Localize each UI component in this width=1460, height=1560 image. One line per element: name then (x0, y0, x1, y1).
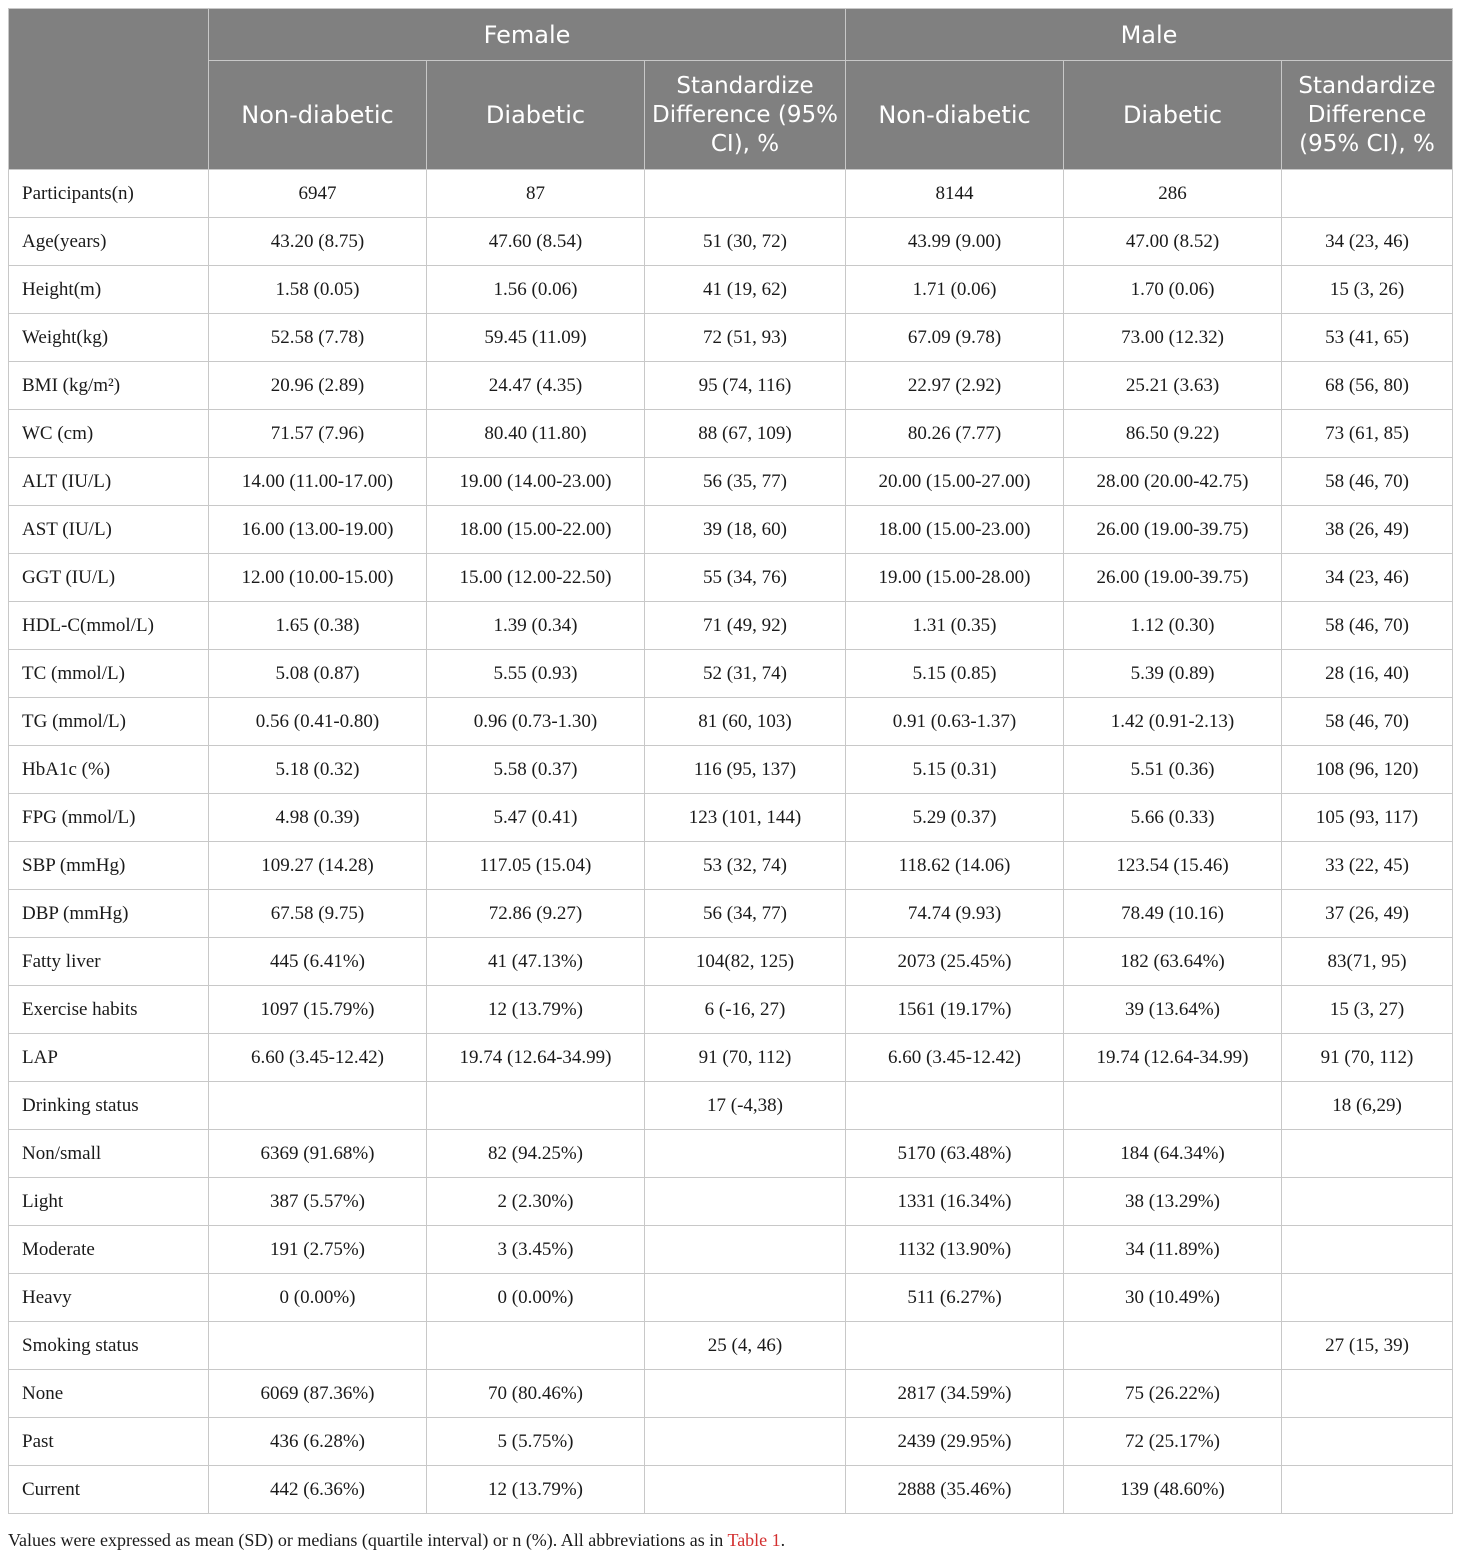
table-cell: 55 (34, 76) (645, 554, 846, 602)
table-cell: 72 (25.17%) (1064, 1418, 1282, 1466)
footnote-text: Values were expressed as mean (SD) or medians (quartile interval) or n (%). All abbreviations as in (8, 1530, 728, 1550)
table-cell: 88 (67, 109) (645, 410, 846, 458)
table-row (9, 1034, 1453, 1082)
table-cell: 19.74 (12.64-34.99) (1064, 1034, 1282, 1082)
row-label: FPG (mmol/L) (9, 794, 209, 842)
table-cell: 5 (5.75%) (427, 1418, 645, 1466)
table-row (9, 698, 1453, 746)
table-cell: 34 (23, 46) (1282, 218, 1453, 266)
table-cell: 52.58 (7.78) (209, 314, 427, 362)
table-cell (209, 1322, 427, 1370)
table-cell: 6.60 (3.45-12.42) (209, 1034, 427, 1082)
table-row (9, 746, 1453, 794)
table-cell: 12.00 (10.00-15.00) (209, 554, 427, 602)
table-cell: 1.71 (0.06) (846, 266, 1064, 314)
table-cell: 33 (22, 45) (1282, 842, 1453, 890)
table-cell: 1.56 (0.06) (427, 266, 645, 314)
table-cell: 28 (16, 40) (1282, 650, 1453, 698)
table-cell: 39 (13.64%) (1064, 986, 1282, 1034)
col-header-female-diabetic: Diabetic (427, 61, 645, 170)
table-cell: 17 (-4,38) (645, 1082, 846, 1130)
table-cell: 105 (93, 117) (1282, 794, 1453, 842)
table-cell: 43.99 (9.00) (846, 218, 1064, 266)
group-header-female: Female (209, 9, 846, 61)
table-cell (645, 1130, 846, 1178)
table-cell: 0 (0.00%) (209, 1274, 427, 1322)
table-cell: 5.58 (0.37) (427, 746, 645, 794)
row-label: Height(m) (9, 266, 209, 314)
table-cell: 104(82, 125) (645, 938, 846, 986)
footnote (8, 1530, 785, 1551)
table-container (8, 8, 1452, 1514)
footnote-end: . (780, 1530, 786, 1550)
table-cell: 117.05 (15.04) (427, 842, 645, 890)
table-cell (1282, 1274, 1453, 1322)
table-cell: 0.96 (0.73-1.30) (427, 698, 645, 746)
table-cell: 73 (61, 85) (1282, 410, 1453, 458)
table-cell: 511 (6.27%) (846, 1274, 1064, 1322)
table-cell (1282, 1418, 1453, 1466)
table-cell: 18.00 (15.00-23.00) (846, 506, 1064, 554)
table-cell (645, 1274, 846, 1322)
table-cell: 1.70 (0.06) (1064, 266, 1282, 314)
table-cell: 52 (31, 74) (645, 650, 846, 698)
table-cell: 25 (4, 46) (645, 1322, 846, 1370)
table-cell: 56 (34, 77) (645, 890, 846, 938)
table-cell: 72 (51, 93) (645, 314, 846, 362)
row-label: TG (mmol/L) (9, 698, 209, 746)
table-cell: 5.15 (0.31) (846, 746, 1064, 794)
table-cell: 82 (94.25%) (427, 1130, 645, 1178)
table-cell (846, 1082, 1064, 1130)
table-cell: 118.62 (14.06) (846, 842, 1064, 890)
row-label: None (9, 1370, 209, 1418)
table-cell: 15 (3, 26) (1282, 266, 1453, 314)
table-cell: 53 (32, 74) (645, 842, 846, 890)
table-cell: 26.00 (19.00-39.75) (1064, 554, 1282, 602)
table-cell: 72.86 (9.27) (427, 890, 645, 938)
table-cell: 91 (70, 112) (1282, 1034, 1453, 1082)
table-cell: 18 (6,29) (1282, 1082, 1453, 1130)
table-cell: 5.55 (0.93) (427, 650, 645, 698)
table-cell (427, 1322, 645, 1370)
row-label: AST (IU/L) (9, 506, 209, 554)
table-cell: 75 (26.22%) (1064, 1370, 1282, 1418)
col-header-female-std-diff: Standardize Difference (95% CI), % (645, 61, 846, 170)
table-cell: 116 (95, 137) (645, 746, 846, 794)
table-cell: 1.31 (0.35) (846, 602, 1064, 650)
table-row (9, 794, 1453, 842)
table-cell: 184 (64.34%) (1064, 1130, 1282, 1178)
table-cell: 19.00 (14.00-23.00) (427, 458, 645, 506)
table-row (9, 1466, 1453, 1514)
table-cell: 47.00 (8.52) (1064, 218, 1282, 266)
table-cell (427, 1082, 645, 1130)
table-cell: 123 (101, 144) (645, 794, 846, 842)
table-cell: 5.18 (0.32) (209, 746, 427, 794)
table-cell: 3 (3.45%) (427, 1226, 645, 1274)
table-cell: 6069 (87.36%) (209, 1370, 427, 1418)
table-cell (1282, 1466, 1453, 1514)
table-cell: 5.08 (0.87) (209, 650, 427, 698)
table-cell: 91 (70, 112) (645, 1034, 846, 1082)
row-label: Participants(n) (9, 170, 209, 218)
table-cell: 5170 (63.48%) (846, 1130, 1064, 1178)
table-cell: 67.58 (9.75) (209, 890, 427, 938)
row-label: Moderate (9, 1226, 209, 1274)
table-cell: 26.00 (19.00-39.75) (1064, 506, 1282, 554)
table-cell: 47.60 (8.54) (427, 218, 645, 266)
row-label: Weight(kg) (9, 314, 209, 362)
table-cell: 5.47 (0.41) (427, 794, 645, 842)
table-cell: 12 (13.79%) (427, 1466, 645, 1514)
row-label: Light (9, 1178, 209, 1226)
table-cell: 19.74 (12.64-34.99) (427, 1034, 645, 1082)
table-cell: 6 (-16, 27) (645, 986, 846, 1034)
table-cell: 2073 (25.45%) (846, 938, 1064, 986)
row-label: Exercise habits (9, 986, 209, 1034)
table-row (9, 602, 1453, 650)
col-header-female-nondiabetic: Non-diabetic (209, 61, 427, 170)
table-row (9, 218, 1453, 266)
header-corner (9, 9, 209, 170)
table-cell: 1.42 (0.91-2.13) (1064, 698, 1282, 746)
table-cell (645, 1226, 846, 1274)
table-cell: 5.66 (0.33) (1064, 794, 1282, 842)
table-cell: 67.09 (9.78) (846, 314, 1064, 362)
row-label: HbA1c (%) (9, 746, 209, 794)
table-cell: 6.60 (3.45-12.42) (846, 1034, 1064, 1082)
col-header-male-nondiabetic: Non-diabetic (846, 61, 1064, 170)
table-cell: 12 (13.79%) (427, 986, 645, 1034)
table-cell: 70 (80.46%) (427, 1370, 645, 1418)
table-cell: 15 (3, 27) (1282, 986, 1453, 1034)
table-cell: 2 (2.30%) (427, 1178, 645, 1226)
table-cell: 68 (56, 80) (1282, 362, 1453, 410)
row-label: BMI (kg/m²) (9, 362, 209, 410)
table-row (9, 314, 1453, 362)
table-cell: 34 (11.89%) (1064, 1226, 1282, 1274)
table-cell: 8144 (846, 170, 1064, 218)
table-header (9, 9, 1453, 170)
table-cell: 74.74 (9.93) (846, 890, 1064, 938)
table-cell: 5.29 (0.37) (846, 794, 1064, 842)
table-cell (1064, 1322, 1282, 1370)
table-cell: 2439 (29.95%) (846, 1418, 1064, 1466)
table-cell: 39 (18, 60) (645, 506, 846, 554)
row-label: Fatty liver (9, 938, 209, 986)
col-header-male-std-diff: Standardize Difference (95% CI), % (1282, 61, 1453, 170)
table-cell: 59.45 (11.09) (427, 314, 645, 362)
table-cell: 436 (6.28%) (209, 1418, 427, 1466)
table-cell: 41 (47.13%) (427, 938, 645, 986)
table-cell (645, 1466, 846, 1514)
row-label: Past (9, 1418, 209, 1466)
table-row (9, 1082, 1453, 1130)
table-cell: 81 (60, 103) (645, 698, 846, 746)
row-label: ALT (IU/L) (9, 458, 209, 506)
table-cell: 20.96 (2.89) (209, 362, 427, 410)
table-cell: 14.00 (11.00-17.00) (209, 458, 427, 506)
table-cell: 182 (63.64%) (1064, 938, 1282, 986)
table-cell: 51 (30, 72) (645, 218, 846, 266)
table-row (9, 458, 1453, 506)
table-cell: 43.20 (8.75) (209, 218, 427, 266)
table-cell: 27 (15, 39) (1282, 1322, 1453, 1370)
table-cell: 30 (10.49%) (1064, 1274, 1282, 1322)
table-cell: 25.21 (3.63) (1064, 362, 1282, 410)
table-cell: 5.15 (0.85) (846, 650, 1064, 698)
table-cell: 286 (1064, 170, 1282, 218)
table-row (9, 890, 1453, 938)
table-cell: 83(71, 95) (1282, 938, 1453, 986)
table-row (9, 1178, 1453, 1226)
table-cell: 2888 (35.46%) (846, 1466, 1064, 1514)
table-cell: 37 (26, 49) (1282, 890, 1453, 938)
table-cell: 387 (5.57%) (209, 1178, 427, 1226)
table-cell: 16.00 (13.00-19.00) (209, 506, 427, 554)
table-cell (1282, 1226, 1453, 1274)
table-row (9, 1226, 1453, 1274)
row-label: LAP (9, 1034, 209, 1082)
table-cell: 86.50 (9.22) (1064, 410, 1282, 458)
table-cell: 1.39 (0.34) (427, 602, 645, 650)
table-cell: 58 (46, 70) (1282, 458, 1453, 506)
table-cell: 19.00 (15.00-28.00) (846, 554, 1064, 602)
row-label: WC (cm) (9, 410, 209, 458)
table-cell (1282, 1130, 1453, 1178)
table-cell (1282, 1178, 1453, 1226)
table-cell (645, 1418, 846, 1466)
row-label: SBP (mmHg) (9, 842, 209, 890)
row-label: TC (mmol/L) (9, 650, 209, 698)
table-cell: 20.00 (15.00-27.00) (846, 458, 1064, 506)
table-cell: 0.91 (0.63-1.37) (846, 698, 1064, 746)
table-cell (1282, 1370, 1453, 1418)
table-cell: 80.40 (11.80) (427, 410, 645, 458)
table-cell: 6369 (91.68%) (209, 1130, 427, 1178)
table-row (9, 554, 1453, 602)
table-cell: 5.51 (0.36) (1064, 746, 1282, 794)
table-cell: 0 (0.00%) (427, 1274, 645, 1322)
table-row (9, 1274, 1453, 1322)
table-cell (1064, 1082, 1282, 1130)
row-label: GGT (IU/L) (9, 554, 209, 602)
table-row (9, 362, 1453, 410)
table-row (9, 842, 1453, 890)
table-cell: 71.57 (7.96) (209, 410, 427, 458)
table-row (9, 410, 1453, 458)
table-cell (846, 1322, 1064, 1370)
table-cell: 71 (49, 92) (645, 602, 846, 650)
row-label: Age(years) (9, 218, 209, 266)
row-label: Heavy (9, 1274, 209, 1322)
table-cell: 28.00 (20.00-42.75) (1064, 458, 1282, 506)
table-row (9, 506, 1453, 554)
data-table (8, 8, 1453, 1514)
table-cell: 108 (96, 120) (1282, 746, 1453, 794)
group-header-male: Male (846, 9, 1453, 61)
table-cell: 1.58 (0.05) (209, 266, 427, 314)
col-header-male-diabetic: Diabetic (1064, 61, 1282, 170)
table-cell: 38 (13.29%) (1064, 1178, 1282, 1226)
row-label: HDL-C(mmol/L) (9, 602, 209, 650)
table-row (9, 1130, 1453, 1178)
table-cell: 0.56 (0.41-0.80) (209, 698, 427, 746)
table-row (9, 1370, 1453, 1418)
table-cell: 95 (74, 116) (645, 362, 846, 410)
table-cell: 58 (46, 70) (1282, 602, 1453, 650)
table-cell: 56 (35, 77) (645, 458, 846, 506)
table-cell (645, 1370, 846, 1418)
table-row (9, 986, 1453, 1034)
row-label: Smoking status (9, 1322, 209, 1370)
table-cell (209, 1082, 427, 1130)
table-cell: 58 (46, 70) (1282, 698, 1453, 746)
table-cell: 5.39 (0.89) (1064, 650, 1282, 698)
table-row (9, 1418, 1453, 1466)
table-cell (645, 1178, 846, 1226)
table-cell: 6947 (209, 170, 427, 218)
table-cell: 1.65 (0.38) (209, 602, 427, 650)
table-cell: 1097 (15.79%) (209, 986, 427, 1034)
table-cell (645, 170, 846, 218)
row-label: Non/small (9, 1130, 209, 1178)
table-row (9, 1322, 1453, 1370)
table-cell: 191 (2.75%) (209, 1226, 427, 1274)
table-cell: 73.00 (12.32) (1064, 314, 1282, 362)
table-cell: 445 (6.41%) (209, 938, 427, 986)
table-cell: 123.54 (15.46) (1064, 842, 1282, 890)
table-cell: 53 (41, 65) (1282, 314, 1453, 362)
table-row (9, 938, 1453, 986)
table-body (9, 170, 1453, 1514)
table-cell: 22.97 (2.92) (846, 362, 1064, 410)
table-cell: 1.12 (0.30) (1064, 602, 1282, 650)
table-cell: 4.98 (0.39) (209, 794, 427, 842)
table-cell: 109.27 (14.28) (209, 842, 427, 890)
row-label: Current (9, 1466, 209, 1514)
table-row (9, 650, 1453, 698)
table-cell: 15.00 (12.00-22.50) (427, 554, 645, 602)
row-label: DBP (mmHg) (9, 890, 209, 938)
table-cell (1282, 170, 1453, 218)
table-cell: 18.00 (15.00-22.00) (427, 506, 645, 554)
table-cell: 38 (26, 49) (1282, 506, 1453, 554)
table-cell: 78.49 (10.16) (1064, 890, 1282, 938)
table-cell: 1331 (16.34%) (846, 1178, 1064, 1226)
table-cell: 139 (48.60%) (1064, 1466, 1282, 1514)
row-label: Drinking status (9, 1082, 209, 1130)
table-row (9, 266, 1453, 314)
table-row (9, 170, 1453, 218)
table-cell: 1561 (19.17%) (846, 986, 1064, 1034)
table-cell: 80.26 (7.77) (846, 410, 1064, 458)
table-cell: 442 (6.36%) (209, 1466, 427, 1514)
table-cell: 2817 (34.59%) (846, 1370, 1064, 1418)
table1-link[interactable]: Table 1 (727, 1530, 781, 1550)
table-cell: 1132 (13.90%) (846, 1226, 1064, 1274)
table-cell: 24.47 (4.35) (427, 362, 645, 410)
table-cell: 87 (427, 170, 645, 218)
table-cell: 41 (19, 62) (645, 266, 846, 314)
table-cell: 34 (23, 46) (1282, 554, 1453, 602)
